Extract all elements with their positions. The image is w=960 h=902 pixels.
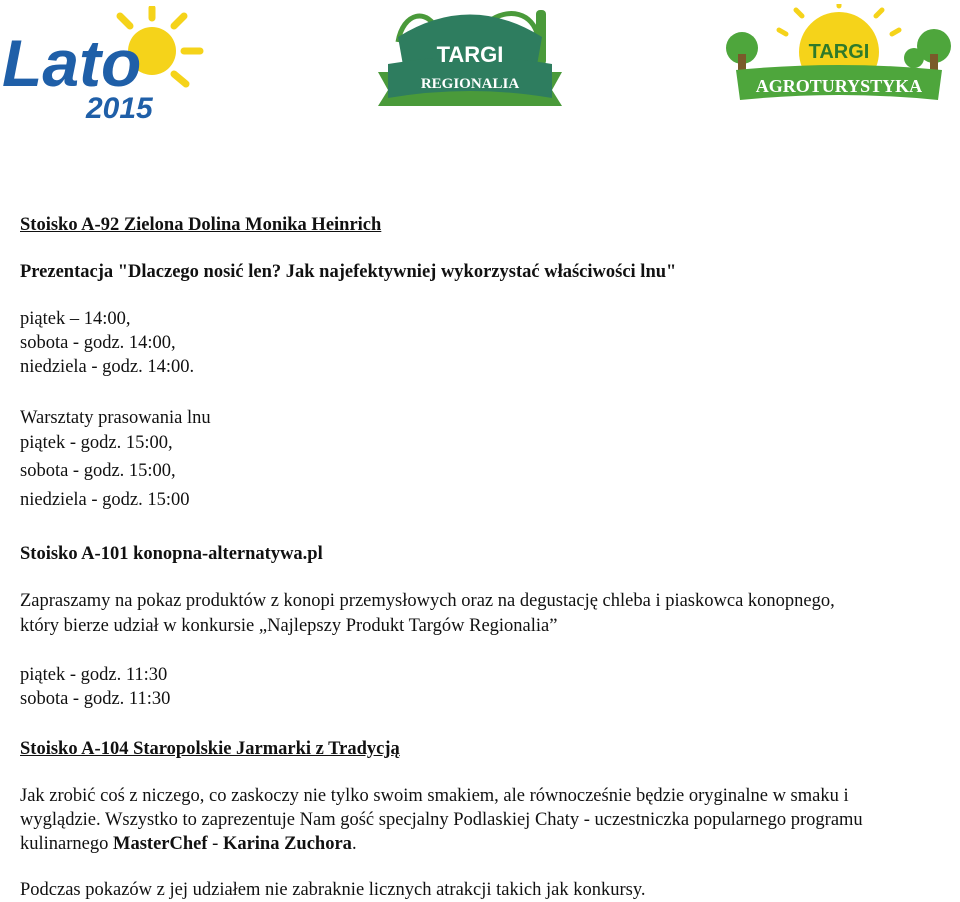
lato-2015-logo xyxy=(2,6,222,122)
section-3-closing: Podczas pokazów z jej udziałem nie zabraknie licznych atrakcji takich jak konkursy. xyxy=(20,880,646,900)
regionalia-word: REGIONALIA xyxy=(420,76,520,92)
section-1-workshop-time: piątek - godz. 15:00, xyxy=(20,433,173,453)
agro-word: AGROTURYSTYKA xyxy=(755,76,923,96)
guest-name: Karina Zuchora xyxy=(222,834,352,854)
section-3-desc: Jak zrobić coś z niczego, co zaskoczy nie tylko swoim smakiem, ale równocześnie będzie oryginalne w smaku i xyxy=(20,786,849,806)
section-3-desc-line3 xyxy=(20,832,357,856)
section-1-subtitle: Prezentacja "Dlaczego nosić len? Jak najefektywniej wykorzystać właściwości lnu" xyxy=(20,262,677,282)
agro-targi: TARGI xyxy=(808,41,870,63)
desc-text: . xyxy=(351,834,357,854)
section-2-title: Stoisko A-101 konopna-alternatywa.pl xyxy=(20,544,323,564)
section-2-time: sobota - godz. 11:30 xyxy=(20,689,171,709)
section-1-workshop: Warsztaty prasowania lnu xyxy=(20,408,211,428)
targi-regionalia-logo xyxy=(358,2,582,120)
lato-year: 2015 xyxy=(86,92,153,122)
logo-header xyxy=(0,0,960,130)
section-3-desc: wyglądzie. Wszystko to zaprezentuje Nam gość specjalny Podlaskiej Chaty - uczestniczka popularnego programu xyxy=(20,810,863,830)
section-1-workshop-time: niedziela - godz. 15:00 xyxy=(20,490,190,510)
section-1-title: Stoisko A-92 Zielona Dolina Monika Heinrich xyxy=(20,215,382,235)
program-name: MasterChef xyxy=(113,834,208,854)
desc-text: - xyxy=(207,834,223,854)
section-2-desc: który bierze udział w konkursie „Najlepszy Produkt Targów Regionalia” xyxy=(20,616,558,636)
lato-word: Lato xyxy=(2,26,142,100)
section-1-time: sobota - godz. 14:00, xyxy=(20,333,176,353)
section-1-time: piątek – 14:00, xyxy=(20,309,131,329)
section-3-title: Stoisko A-104 Staropolskie Jarmarki z Tradycją xyxy=(20,739,400,759)
desc-text: kulinarnego xyxy=(20,834,113,854)
regionalia-targi: TARGI xyxy=(436,42,504,67)
section-2-desc: Zapraszamy na pokaz produktów z konopi przemysłowych oraz na degustację chleba i piaskowca konopnego, xyxy=(20,591,835,611)
section-1-time: niedziela - godz. 14:00. xyxy=(20,357,195,377)
section-2-time: piątek - godz. 11:30 xyxy=(20,665,168,685)
targi-agroturystyka-logo xyxy=(724,4,954,110)
section-1-workshop-time: sobota - godz. 15:00, xyxy=(20,461,176,481)
